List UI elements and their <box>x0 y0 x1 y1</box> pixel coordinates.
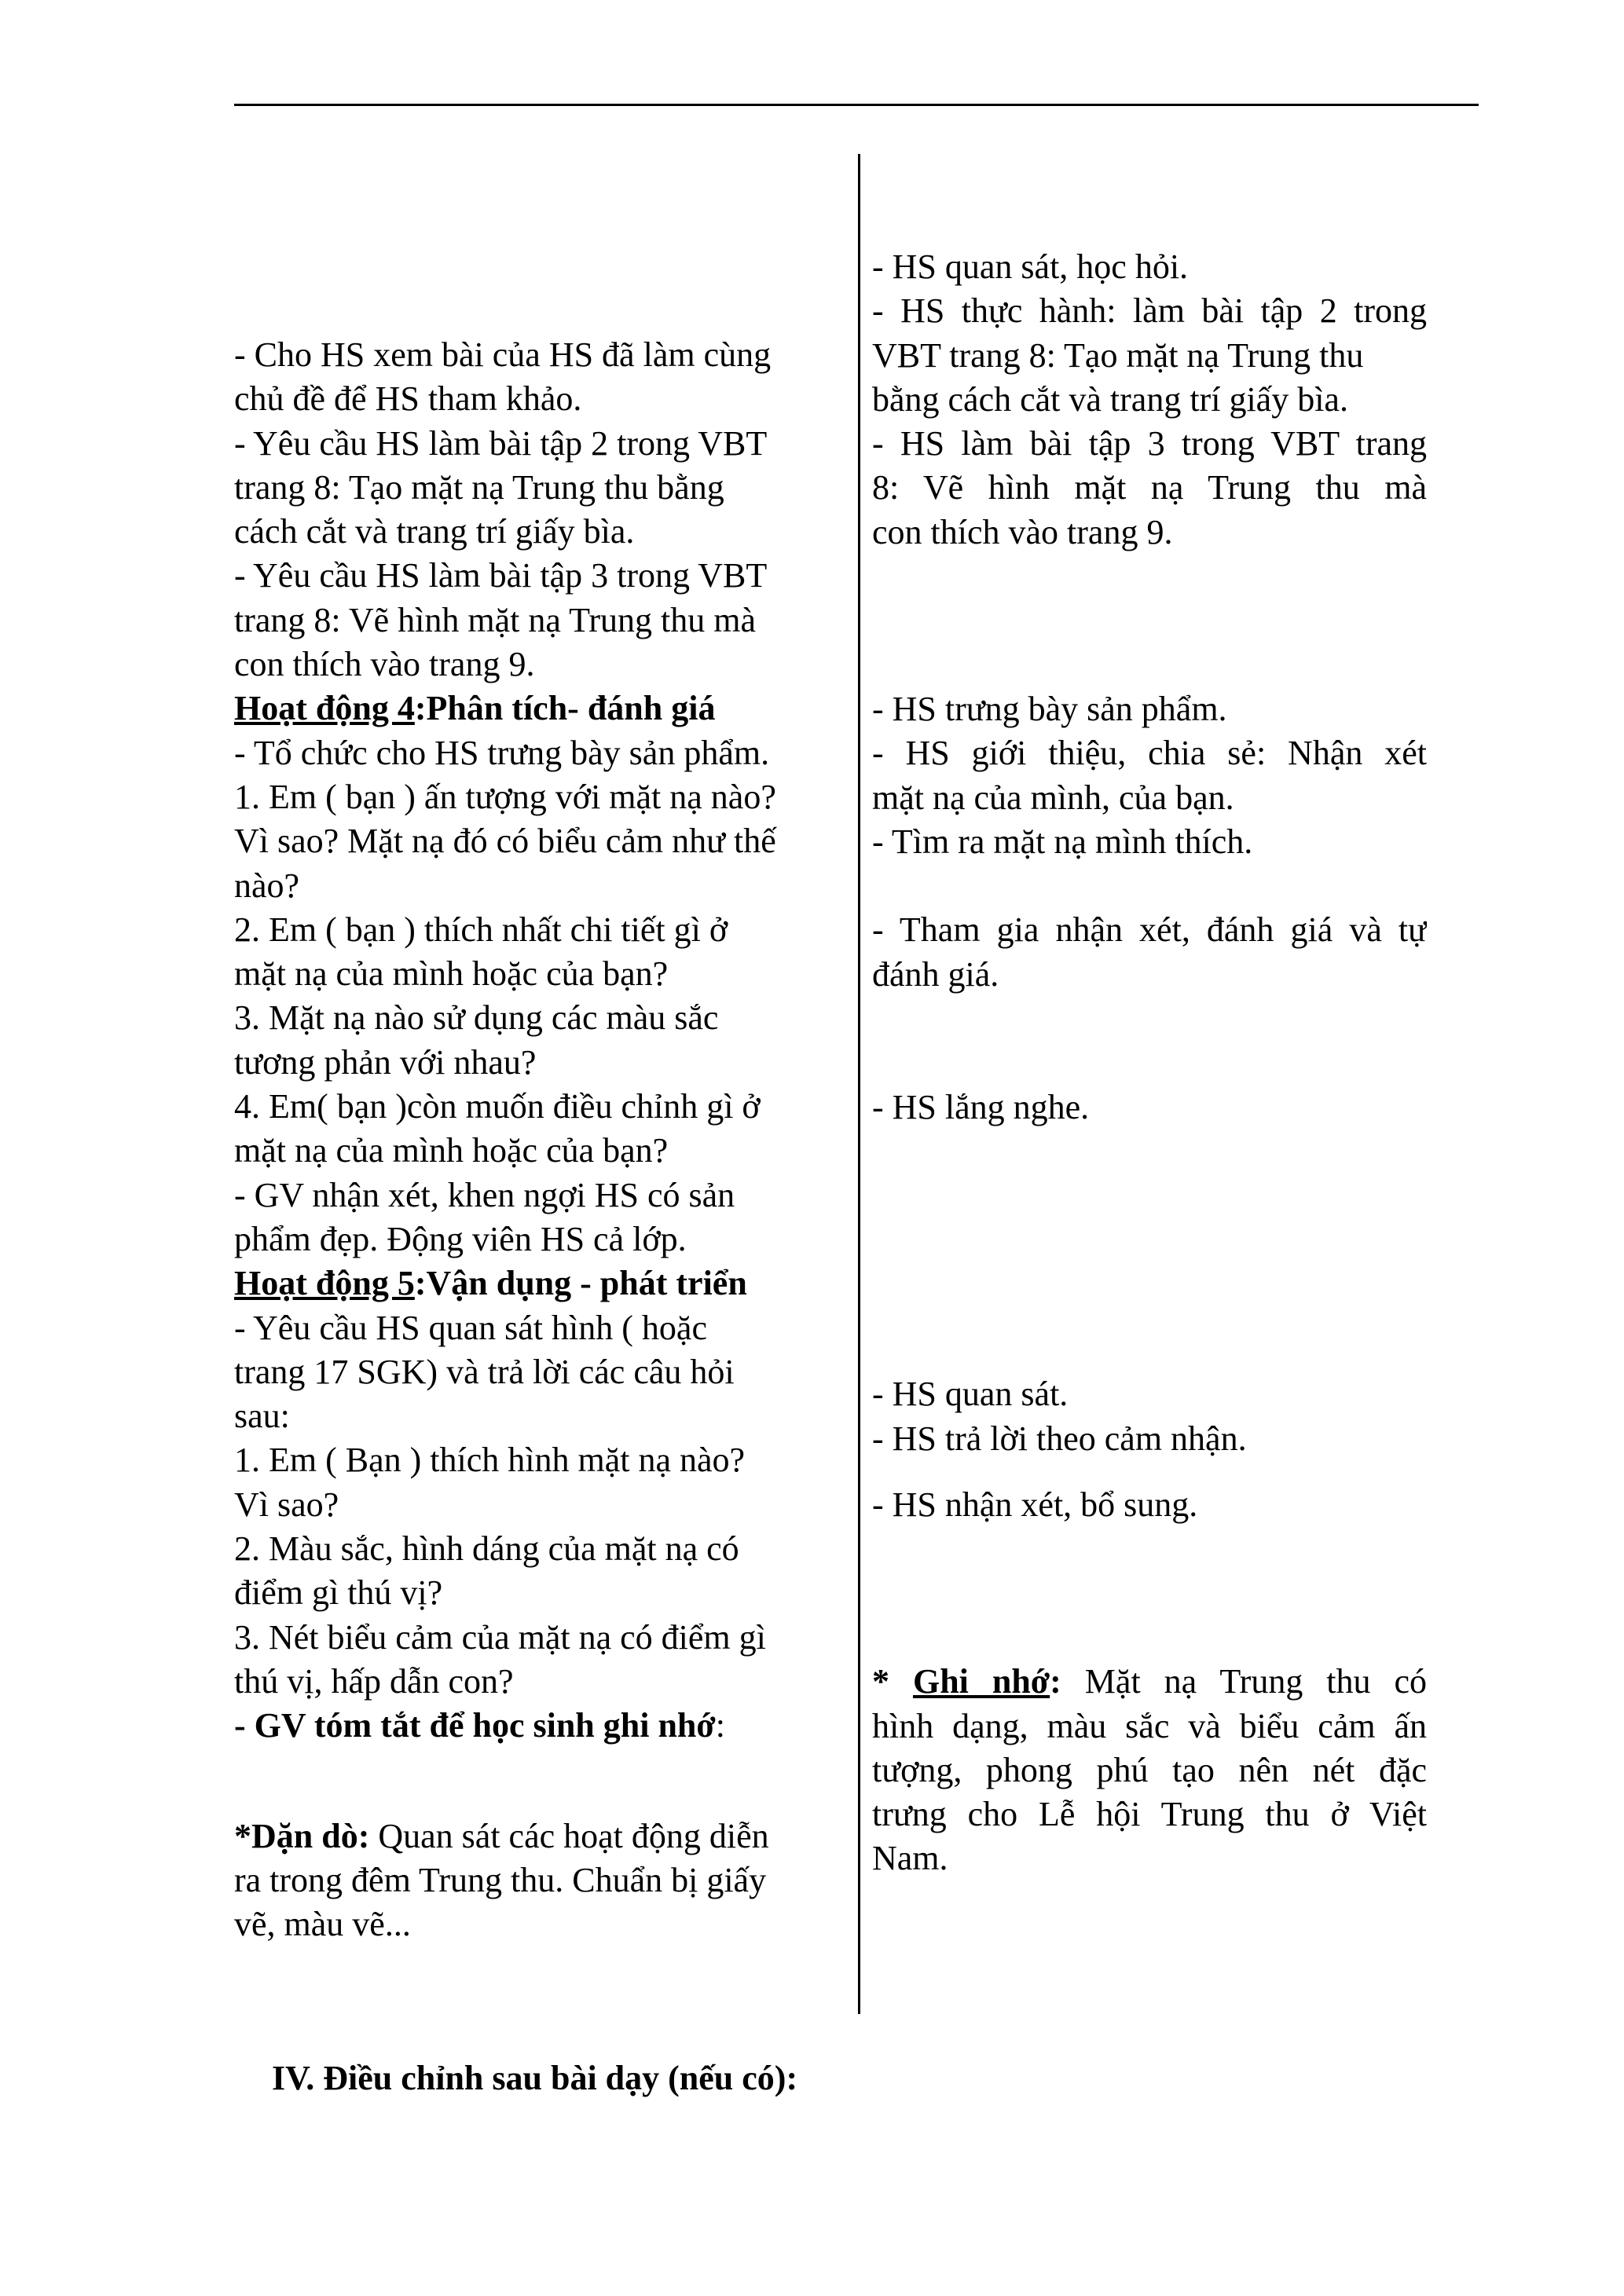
text-line: mặt nạ của mình, của bạn. <box>872 778 1234 817</box>
homework-line <box>234 1814 842 1858</box>
student-activities-column <box>872 245 1427 1881</box>
text-line: - HS thực hành: làm bài tập 2 trong <box>872 291 1427 331</box>
text-line: mặt nạ của mình hoặc của bạn? <box>234 954 669 994</box>
summary-label: - GV tóm tắt để học sinh ghi nhớ <box>234 1706 716 1745</box>
text-line: - HS lắng nghe. <box>872 1087 1090 1126</box>
text-line: con thích vào trang 9. <box>872 512 1173 551</box>
text-line: điểm gì thú vị? <box>234 1573 443 1613</box>
text-line: - HS nhận xét, bổ sung. <box>872 1485 1198 1525</box>
note-colon: : <box>1050 1662 1061 1701</box>
text-line: - Yêu cầu HS làm bài tập 2 trong VBT <box>234 423 768 463</box>
text-line: bằng cách cắt và trang trí giấy bìa. <box>872 379 1348 419</box>
note-line <box>872 1660 1427 1704</box>
homework-text: Quan sát các hoạt động diễn <box>369 1816 769 1855</box>
activity-4-title: :Phân tích- đánh giá <box>414 689 716 728</box>
text-line: - HS làm bài tập 3 trong VBT trang <box>872 424 1427 463</box>
text-line: - HS quan sát, học hỏi. <box>872 247 1189 286</box>
text-line: ra trong đêm Trung thu. Chuẩn bị giấy <box>234 1861 767 1900</box>
text-line: trang 17 SGK) và trả lời các câu hỏi <box>234 1352 735 1391</box>
text-line: 1. Em ( Bạn ) thích hình mặt nạ nào? <box>234 1441 746 1480</box>
text-line: trang 8: Tạo mặt nạ Trung thu bằng <box>234 467 724 507</box>
text-line: trưng cho Lễ hội Trung thu ở Việt <box>872 1795 1427 1834</box>
text-line: 1. Em ( bạn ) ấn tượng với mặt nạ nào? <box>234 777 776 816</box>
note-label: Ghi nhớ <box>912 1662 1050 1701</box>
activity-5-title: :Vận dụng - phát triển <box>414 1264 747 1303</box>
text-line: - Tìm ra mặt nạ mình thích. <box>872 822 1253 861</box>
text-line: cách cắt và trang trí giấy bìa. <box>234 512 635 551</box>
activity-4-heading <box>234 687 842 731</box>
text-line: 2. Màu sắc, hình dáng của mặt nạ có <box>234 1529 739 1569</box>
text-line: - Yêu cầu HS quan sát hình ( hoặc <box>234 1308 707 1347</box>
text-line: đánh giá. <box>872 954 999 994</box>
activity-5-heading <box>234 1262 842 1305</box>
text-line: 8: Vẽ hình mặt nạ Trung thu mà <box>872 468 1427 507</box>
text-line: tượng, phong phú tạo nên nét đặc <box>872 1750 1427 1789</box>
summary-colon: : <box>715 1706 725 1745</box>
note-star: * <box>872 1662 913 1701</box>
text-line: phẩm đẹp. Động viên HS cả lớp. <box>234 1219 687 1258</box>
teacher-activities-column <box>234 333 842 1947</box>
text-line: - HS trả lời theo cảm nhận. <box>872 1419 1247 1458</box>
activity-4-label: Hoạt động 4 <box>234 689 415 728</box>
text-line: sau: <box>234 1397 290 1436</box>
summary-line <box>234 1704 842 1748</box>
homework-label: *Dặn dò: <box>234 1816 370 1855</box>
text-line: hình dạng, màu sắc và biểu cảm ấn <box>872 1706 1427 1745</box>
header-rule <box>234 104 1479 106</box>
note-text: Mặt nạ Trung thu có <box>1061 1662 1427 1701</box>
column-divider <box>858 154 860 2014</box>
text-line: - HS giới thiệu, chia sẻ: Nhận xét <box>872 734 1427 773</box>
text-line: - GV nhận xét, khen ngợi HS có sản <box>234 1175 735 1214</box>
text-line: con thích vào trang 9. <box>234 645 535 684</box>
text-line: - Cho HS xem bài của HS đã làm cùng <box>234 335 772 374</box>
activity-5-label: Hoạt động 5 <box>234 1264 415 1303</box>
text-line: tương phản với nhau? <box>234 1042 537 1082</box>
section-iv-heading: IV. Điều chỉnh sau bài dạy (nếu có): <box>272 2059 798 2097</box>
text-line: - HS trưng bày sản phẩm. <box>872 689 1227 728</box>
text-line: Vì sao? <box>234 1485 339 1524</box>
text-line: Nam. <box>872 1839 948 1878</box>
text-line: 4. Em( bạn )còn muốn điều chỉnh gì ở <box>234 1087 761 1126</box>
text-line: mặt nạ của mình hoặc của bạn? <box>234 1131 669 1170</box>
text-line: nào? <box>234 866 300 905</box>
text-line: 2. Em ( bạn ) thích nhất chi tiết gì ở <box>234 910 728 949</box>
text-line: 3. Mặt nạ nào sử dụng các màu sắc <box>234 998 719 1038</box>
text-line: trang 8: Vẽ hình mặt nạ Trung thu mà <box>234 600 757 639</box>
text-line: - Tham gia nhận xét, đánh giá và tự <box>872 910 1427 950</box>
text-line: thú vị, hấp dẫn con? <box>234 1661 514 1701</box>
text-line: - HS quan sát. <box>872 1375 1069 1414</box>
text-line: chủ đề để HS tham khảo. <box>234 379 582 419</box>
text-line: VBT trang 8: Tạo mặt nạ Trung thu <box>872 335 1364 375</box>
text-line: - Yêu cầu HS làm bài tập 3 trong VBT <box>234 556 768 595</box>
text-line: 3. Nét biểu cảm của mặt nạ có điểm gì <box>234 1617 766 1657</box>
text-line: Vì sao? Mặt nạ đó có biểu cảm như thế <box>234 822 776 861</box>
text-line: - Tổ chức cho HS trưng bày sản phẩm. <box>234 733 770 772</box>
text-line: vẽ, màu vẽ... <box>234 1905 411 1944</box>
